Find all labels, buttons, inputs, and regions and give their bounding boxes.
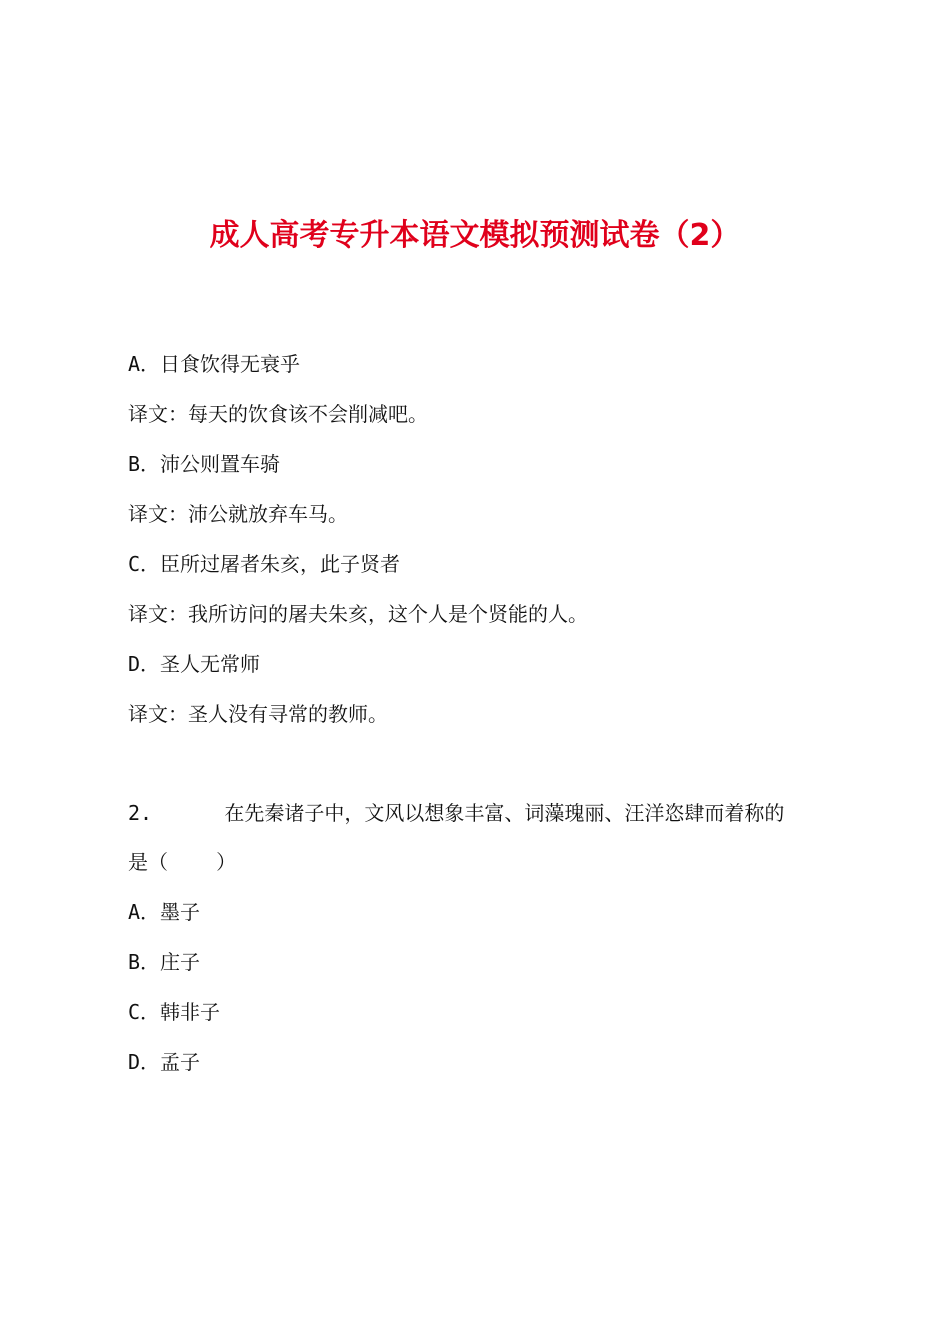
translation-line: 译文：圣人没有寻常的教师。 — [128, 702, 388, 726]
choice-b: B．庄子 — [128, 950, 201, 974]
option-line: A．日食饮得无衰乎 — [128, 352, 301, 376]
translation-line: 译文：每天的饮食该不会削减吧。 — [128, 402, 428, 426]
option-line: B．沛公则置车骑 — [128, 452, 281, 476]
option-line: D．圣人无常师 — [128, 652, 261, 676]
translation-line: 译文：沛公就放弃车马。 — [128, 502, 348, 526]
question-line-continued: 是（ ） — [128, 850, 237, 874]
choice-c: C．韩非子 — [128, 1000, 221, 1024]
choice-d: D．孟子 — [128, 1050, 201, 1074]
question-line: 2. 在先秦诸子中，文风以想象丰富、词藻瑰丽、汪洋恣肆而着称的 — [128, 801, 785, 825]
option-line: C．臣所过屠者朱亥，此子贤者 — [128, 552, 401, 576]
translation-line: 译文：我所访问的屠夫朱亥，这个人是个贤能的人。 — [128, 602, 588, 626]
choice-a: A．墨子 — [128, 900, 201, 924]
page-title: 成人高考专升本语文模拟预测试卷（2） — [209, 218, 741, 253]
